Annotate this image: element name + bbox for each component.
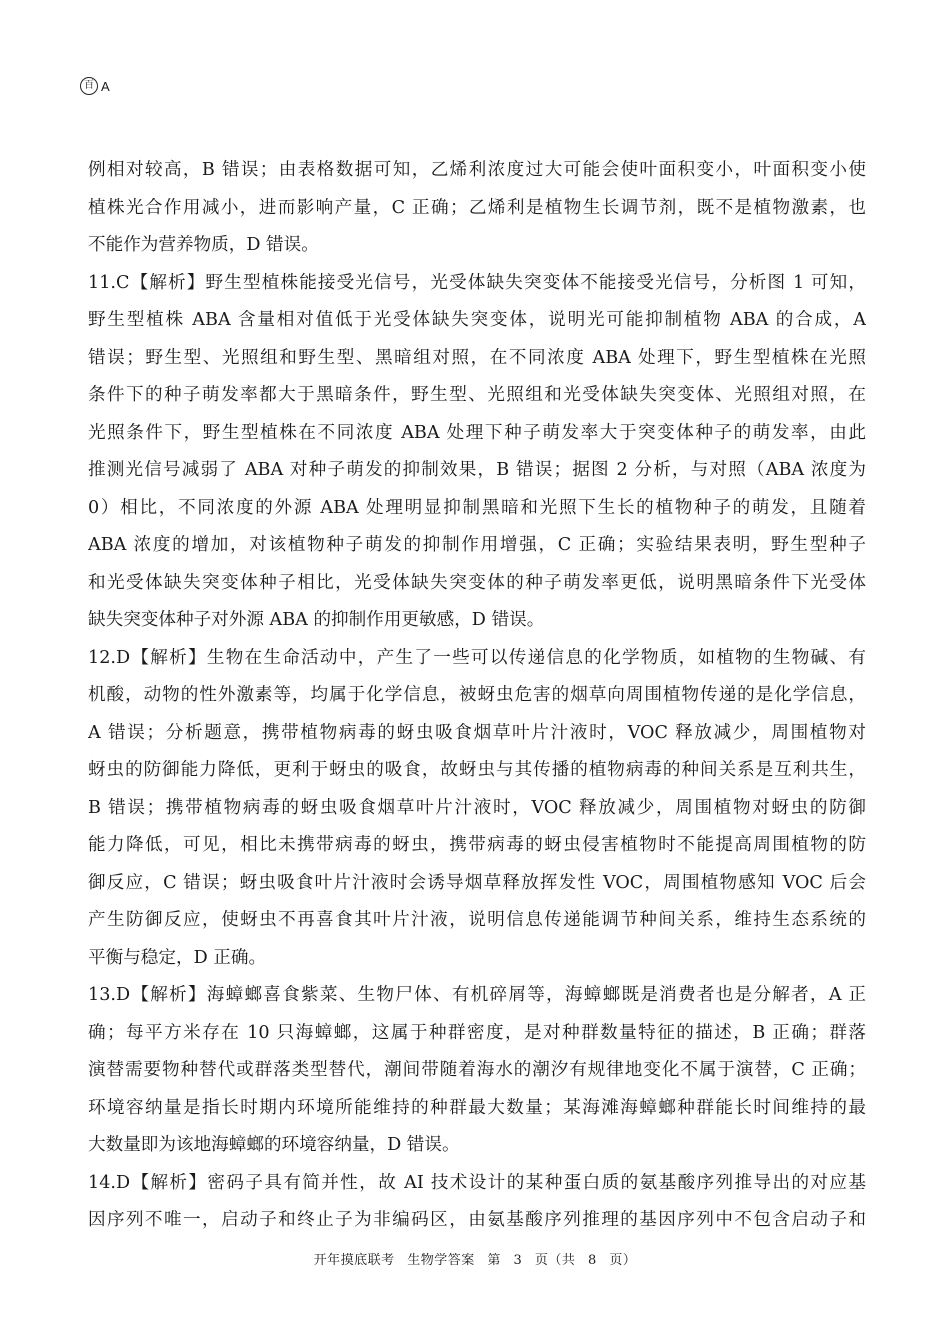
text-line: 11.C【解析】野生型植株能接受光信号，光受体缺失突变体不能接受光信号，分析图 1 可知， xyxy=(88,272,866,293)
text-line: ABA 浓度的增加，对该植物种子萌发的抑制作用增强，C 正确；实验结果表明，野生型种子 xyxy=(88,535,866,555)
text-line: 0）相比，不同浓度的外源 ABA 处理明显抑制黑暗和光照下生长的植物种子的萌发，且随着 xyxy=(88,497,866,518)
text-line: 不能作为营养物质，D 错误。 xyxy=(88,235,319,255)
text-line: 植株光合作用减小，进而影响产量，C 正确；乙烯利是植物生长调节剂，既不是植物激素，也 xyxy=(88,197,866,218)
text-line: 推测光信号减弱了 ABA 对种子萌发的抑制效果，B 错误；据图 2 分析，与对照（ABA 浓度为 xyxy=(88,460,866,480)
text-line: 野生型植株 ABA 含量相对值低于光受体缺失突变体，说明光可能抑制植物 ABA 的合成，A xyxy=(88,310,866,330)
text-line: 因序列不唯一，启动子和终止子为非编码区，由氨基酸序列推理的基因序列中不包含启动子和 xyxy=(88,1210,866,1230)
text-line: 大数量即为该地海蟑螂的环境容纳量，D 错误。 xyxy=(88,1135,460,1155)
text-line: 机酸，动物的性外激素等，均属于化学信息，被蚜虫危害的烟草向周围植物传递的是化学信息， xyxy=(88,685,866,705)
text-line: 平衡与稳定，D 正确。 xyxy=(88,947,267,968)
text-line: 14.D【解析】密码子具有简并性，故 AI 技术设计的某种蛋白质的氨基酸序列推导出的对应基 xyxy=(88,1172,866,1193)
answer-text-body xyxy=(88,152,866,1240)
text-line: 13.D【解析】海蟑螂喜食紫菜、生物尸体、有机碎屑等，海蟑螂既是消费者也是分解者，A 正 xyxy=(88,985,866,1005)
text-line: 能力降低，可见，相比未携带病毒的蚜虫，携带病毒的蚜虫侵害植物时不能提高周围植物的防 xyxy=(88,835,866,855)
text-line: 错误；野生型、光照组和野生型、黑暗组对照，在不同浓度 ABA 处理下，野生型植株在光照 xyxy=(88,347,866,368)
text-line: 御反应，C 错误；蚜虫吸食叶片汁液时会诱导烟草释放挥发性 VOC，周围植物感知 VOC 后会 xyxy=(88,872,866,893)
text-line: 例相对较高，B 错误；由表格数据可知，乙烯利浓度过大可能会使叶面积变小，叶面积变小使 xyxy=(88,160,866,180)
logo-letter: A xyxy=(101,78,110,94)
text-line: 12.D【解析】生物在生命活动中，产生了一些可以传递信息的化学物质，如植物的生物碱、有 xyxy=(88,647,866,668)
header-logo xyxy=(80,77,110,95)
text-line: 环境容纳量是指长时期内环境所能维持的种群最大数量；某海滩海蟑螂种群能长时间维持的最 xyxy=(88,1097,866,1118)
text-line: 条件下的种子萌发率都大于黑暗条件，野生型、光照组和光受体缺失突变体、光照组对照，在 xyxy=(88,385,866,405)
text-line: B 错误；携带植物病毒的蚜虫吸食烟草叶片汁液时，VOC 释放减少，周围植物对蚜虫的防御 xyxy=(88,797,866,818)
text-line: 缺失突变体种子对外源 ABA 的抑制作用更敏感，D 错误。 xyxy=(88,610,545,630)
text-line: 演替需要物种替代或群落类型替代，潮间带随着海水的潮汐有规律地变化不属于演替，C 正确； xyxy=(88,1060,866,1080)
page-footer: 开年摸底联考 生物学答案 第 3 页（共 8 页） xyxy=(313,1253,637,1268)
text-line: A 错误；分析题意，携带植物病毒的蚜虫吸食烟草叶片汁液时，VOC 释放减少，周围植物对 xyxy=(88,722,866,743)
text-line: 和光受体缺失突变体种子相比，光受体缺失突变体的种子萌发率更低，说明黑暗条件下光受体 xyxy=(88,572,866,593)
text-line: 蚜虫的防御能力降低，更利于蚜虫的吸食，故蚜虫与其传播的植物病毒的种间关系是互利共生， xyxy=(88,760,866,780)
text-line: 产生防御反应，使蚜虫不再喜食其叶片汁液，说明信息传递能调节种间关系，维持生态系统的 xyxy=(88,910,866,930)
text-line: 光照条件下，野生型植株在不同浓度 ABA 处理下种子萌发率大于突变体种子的萌发率，由此 xyxy=(88,422,866,443)
logo-circle-icon: 百 xyxy=(80,77,98,95)
text-line: 确；每平方米存在 10 只海蟑螂，这属于种群密度，是对种群数量特征的描述，B 正确；群落 xyxy=(88,1022,866,1043)
